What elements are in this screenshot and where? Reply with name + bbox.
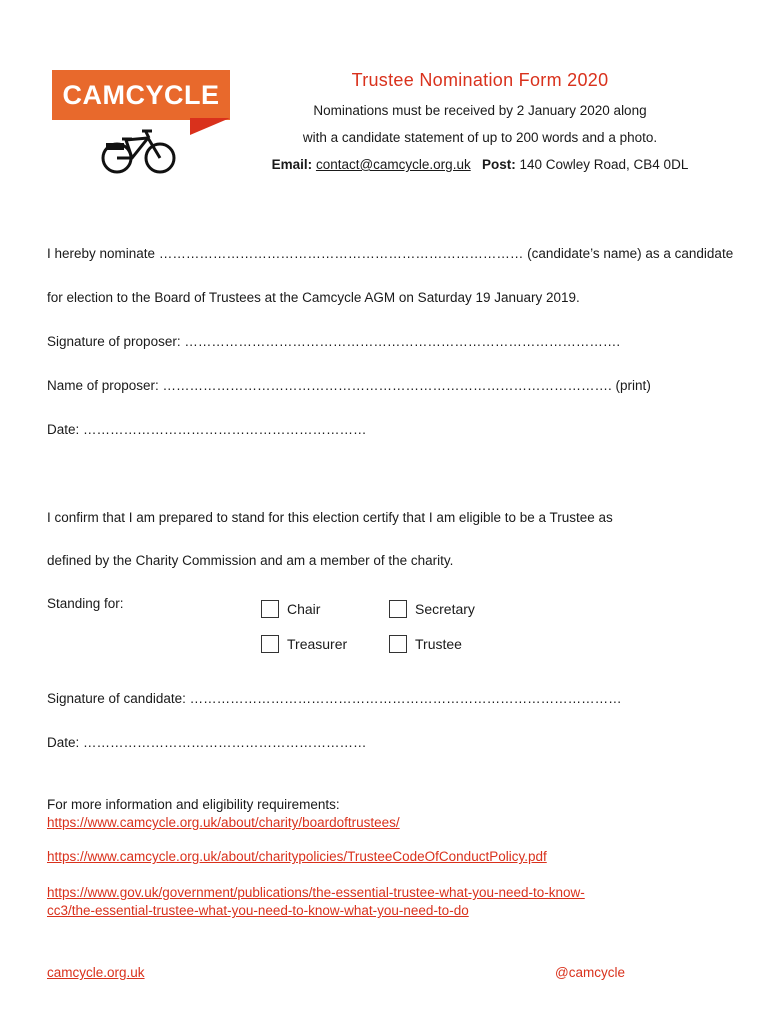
essential-trustee-link-line-2[interactable]: cc3/the-essential-trustee-what-you-need-to-know-what-you-need-to-do: [47, 903, 469, 918]
nomination-line-2: for election to the Board of Trustees at the Camcycle AGM on Saturday 19 January 2019.: [47, 290, 580, 305]
proposer-signature-field[interactable]: Signature of proposer: …………………………………………………………………………………….: [47, 334, 621, 349]
trustee-label: Trustee: [415, 636, 462, 652]
nomination-line-1[interactable]: I hereby nominate ……………………………………………………………………… (candidate’s name) as a candidate: [47, 246, 734, 261]
email-link[interactable]: contact@camcycle.org.uk: [315, 157, 471, 172]
intro-line-2: with a candidate statement of up to 200 words and a photo.: [302, 130, 658, 145]
email-label: Email:: [271, 157, 313, 172]
post-address: 140 Cowley Road, CB4 0DL: [519, 157, 689, 172]
chair-label: Chair: [287, 601, 321, 617]
form-title: Trustee Nomination Form 2020: [351, 70, 609, 90]
post-label: Post:: [481, 157, 516, 172]
bicycle-icon: [100, 126, 180, 176]
secretary-label: Secretary: [415, 601, 475, 617]
footer-website-link[interactable]: camcycle.org.uk: [47, 965, 145, 980]
confirmation-line-1: I confirm that I am prepared to stand for this election certify that I am eligible to be a Trustee as: [47, 510, 613, 525]
candidate-date-field[interactable]: Date: ………………………………………………………: [47, 735, 367, 750]
trustee-checkbox[interactable]: [389, 635, 407, 653]
contact-line: [240, 157, 720, 172]
logo-flag-icon: [190, 118, 230, 136]
code-of-conduct-link[interactable]: https://www.camcycle.org.uk/about/charitypolicies/TrusteeCodeOfConductPolicy.pdf: [47, 849, 547, 864]
secretary-checkbox[interactable]: [389, 600, 407, 618]
board-of-trustees-link[interactable]: https://www.camcycle.org.uk/about/charity/boardoftrustees/: [47, 815, 400, 830]
confirmation-line-2: defined by the Charity Commission and am a member of the charity.: [47, 553, 454, 568]
intro-line-1: Nominations must be received by 2 January 2020 along: [313, 103, 647, 118]
treasurer-label: Treasurer: [287, 636, 348, 652]
candidate-signature-field[interactable]: Signature of candidate: ……………………………………………………………………………………: [47, 691, 622, 706]
standing-for-label: Standing for:: [47, 596, 124, 611]
info-heading: For more information and eligibility requirements:: [47, 797, 340, 812]
chair-checkbox[interactable]: [261, 600, 279, 618]
footer-social-handle[interactable]: @camcycle: [555, 965, 625, 980]
essential-trustee-link-line-1[interactable]: https://www.gov.uk/government/publications/the-essential-trustee-what-you-need-to-know-: [47, 885, 585, 900]
treasurer-checkbox[interactable]: [261, 635, 279, 653]
proposer-date-field[interactable]: Date: ………………………………………………………: [47, 422, 367, 437]
proposer-name-field[interactable]: Name of proposer: ………………………………………………………………………………………. (print): [47, 378, 651, 393]
logo-text: CAMCYCLE: [62, 80, 220, 110]
